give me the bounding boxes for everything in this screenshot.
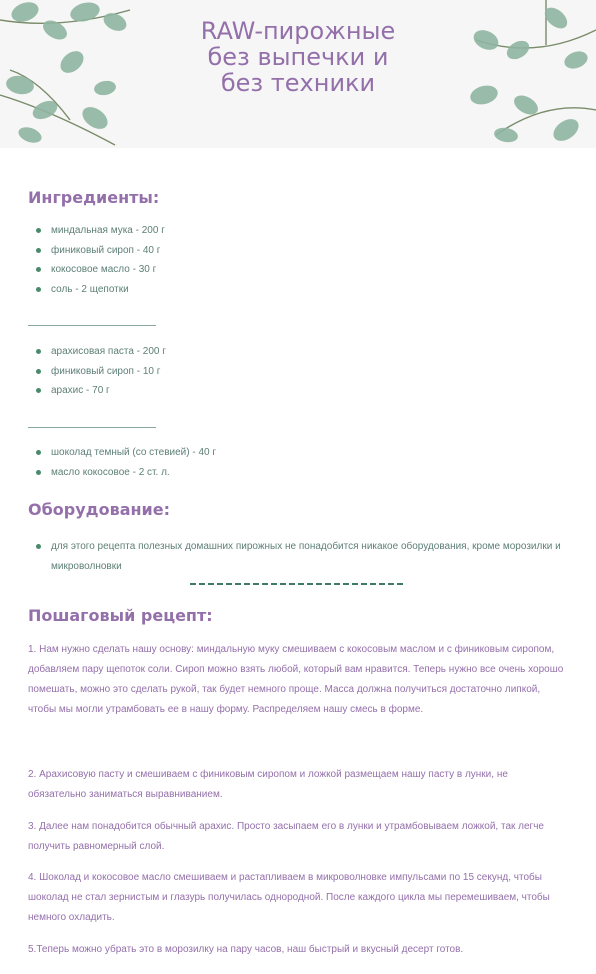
eucalyptus-right-decoration [456, 0, 596, 148]
ingredients-glaze-list [36, 443, 216, 482]
equipment-heading: Оборудование: [28, 500, 170, 519]
ingredients-base-list [36, 221, 165, 299]
list-item: для этого рецепта полезных домашних пирожных не понадобится никакое оборудования, кроме морозилки и микроволновки [36, 537, 576, 576]
list-item: кокосовое масло - 30 г [36, 260, 165, 280]
dashed-divider [190, 583, 406, 585]
recipe-step: 3. Далее нам понадобится обычный арахис. Просто засыпаем его в лунки и утрамбовываем ложкой, так легче получить равномерный слой. [28, 821, 544, 852]
recipe-step: 1. Нам нужно сделать нашу основу: миндальную муку смешиваем с кокосовым маслом и с финиковым сиропом, добавляем пару щепоток соли. Сироп можно взять любой, который вам нравится. Теперь нужно все очень хорошо помешать, можно это сделать рукой, так будет немного проще. Масса должна получиться достаточно липкой, чтобы мы могли утрамбовать ее в нашу форму. Распределяем нашу смесь в форме. [28, 644, 564, 715]
list-item: шоколад темный (со стевией) - 40 г [36, 443, 216, 463]
divider [28, 325, 156, 326]
divider [28, 427, 156, 428]
list-item: соль - 2 щепотки [36, 280, 165, 300]
recipe-step: 5.Теперь можно убрать это в морозилку на пару часов, наш быстрый и вкусный десерт готов. [28, 944, 464, 955]
title-line: без выпечки и [207, 43, 389, 71]
ingredients-heading: Ингредиенты: [28, 188, 160, 207]
eucalyptus-left-decoration [0, 0, 150, 148]
recipe-heading: Пошаговый рецепт: [28, 606, 213, 625]
equipment-list [36, 537, 576, 576]
title-line: без техники [220, 69, 376, 97]
page-title [150, 18, 446, 96]
list-item: финиковый сироп - 40 г [36, 241, 165, 261]
recipe-step: 2. Арахисовую пасту и смешиваем с финиковым сиропом и ложкой размещаем нашу пасту в лунки, не обязательно заниматься выравниванием. [28, 769, 508, 800]
ingredients-peanut-list [36, 342, 166, 401]
list-item: масло кокосовое - 2 ст. л. [36, 463, 216, 483]
list-item: миндальная мука - 200 г [36, 221, 165, 241]
recipe-step: 4. Шоколад и кокосовое масло смешиваем и растапливаем в микроволновке импульсами по 15 секунд, чтобы шоколад не стал зернистым и глазурь получилась однородной. После каждого цикла мы перемешиваем, чтобы немного охладить. [28, 872, 550, 923]
list-item: арахис - 70 г [36, 381, 166, 401]
header-banner [0, 0, 596, 148]
list-item: финиковый сироп - 10 г [36, 362, 166, 382]
list-item: арахисовая паста - 200 г [36, 342, 166, 362]
title-line: RAW-пирожные [200, 17, 396, 45]
